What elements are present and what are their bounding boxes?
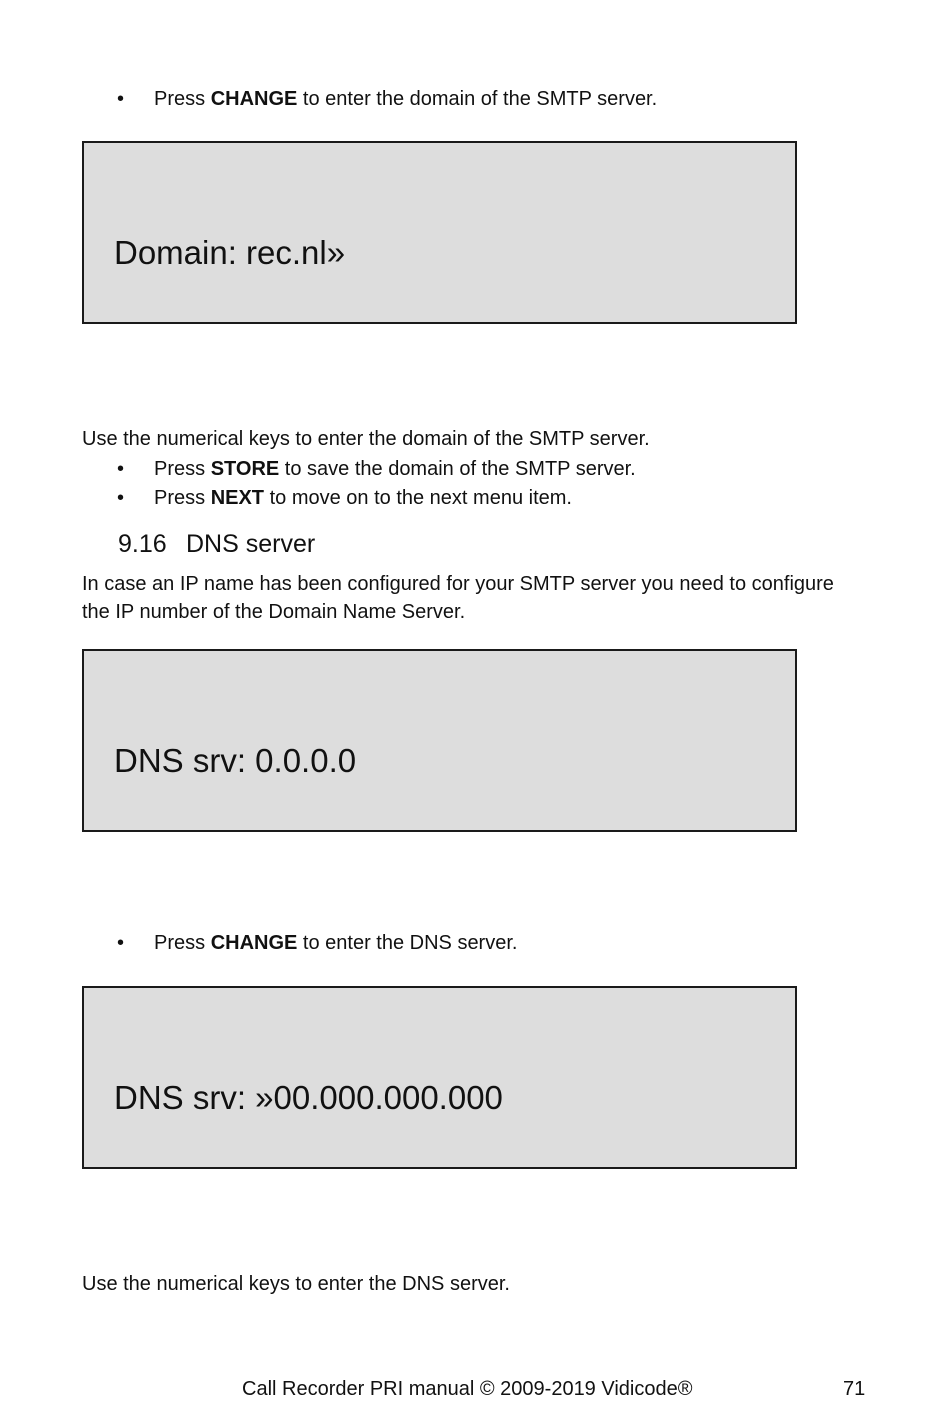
step-prefix: Press [154, 458, 211, 480]
section-title: DNS server [186, 530, 316, 558]
key-label: CHANGE [210, 932, 298, 954]
bullet-icon [117, 87, 154, 111]
list-item-store [117, 457, 636, 481]
paragraph-line: In case an IP name has been configured for your SMTP server you need to configure [82, 573, 834, 595]
lcd-display-dns-edit [82, 986, 797, 1169]
list-item-change-domain [117, 87, 657, 111]
list-item-next [117, 486, 572, 510]
key-label: NEXT [210, 487, 265, 509]
lcd-text: DNS srv: »00.000.000.000 [114, 1079, 503, 1116]
page-number: 71 [843, 1378, 866, 1400]
lcd-text: DNS srv: 0.0.0.0 [114, 742, 357, 779]
lcd-text: Domain: rec.nl» [114, 234, 346, 271]
lcd-display-domain [82, 141, 797, 324]
lcd-display-dns [82, 649, 797, 832]
step-suffix: to enter the DNS server. [297, 932, 518, 954]
step-suffix: to enter the domain of the SMTP server. [297, 88, 658, 110]
bullet-icon [117, 457, 154, 481]
footer-copyright: Call Recorder PRI manual © 2009-2019 Vidicode® [242, 1378, 693, 1400]
key-label: STORE [210, 458, 280, 480]
instruction-text: Use the numerical keys to enter the domain of the SMTP server. [82, 428, 650, 450]
instruction-text: Use the numerical keys to enter the DNS server. [82, 1273, 510, 1295]
section-heading [118, 529, 315, 559]
section-number: 9.16 [118, 530, 167, 558]
paragraph-line: the IP number of the Domain Name Server. [82, 601, 466, 623]
step-suffix: to move on to the next menu item. [264, 487, 572, 509]
list-item-change-dns [117, 931, 517, 955]
bullet-icon [117, 931, 154, 955]
key-label: CHANGE [210, 88, 298, 110]
step-prefix: Press [154, 487, 211, 509]
step-suffix: to save the domain of the SMTP server. [279, 458, 636, 480]
bullet-icon [117, 486, 154, 510]
step-prefix: Press [154, 932, 211, 954]
step-prefix: Press [154, 88, 211, 110]
